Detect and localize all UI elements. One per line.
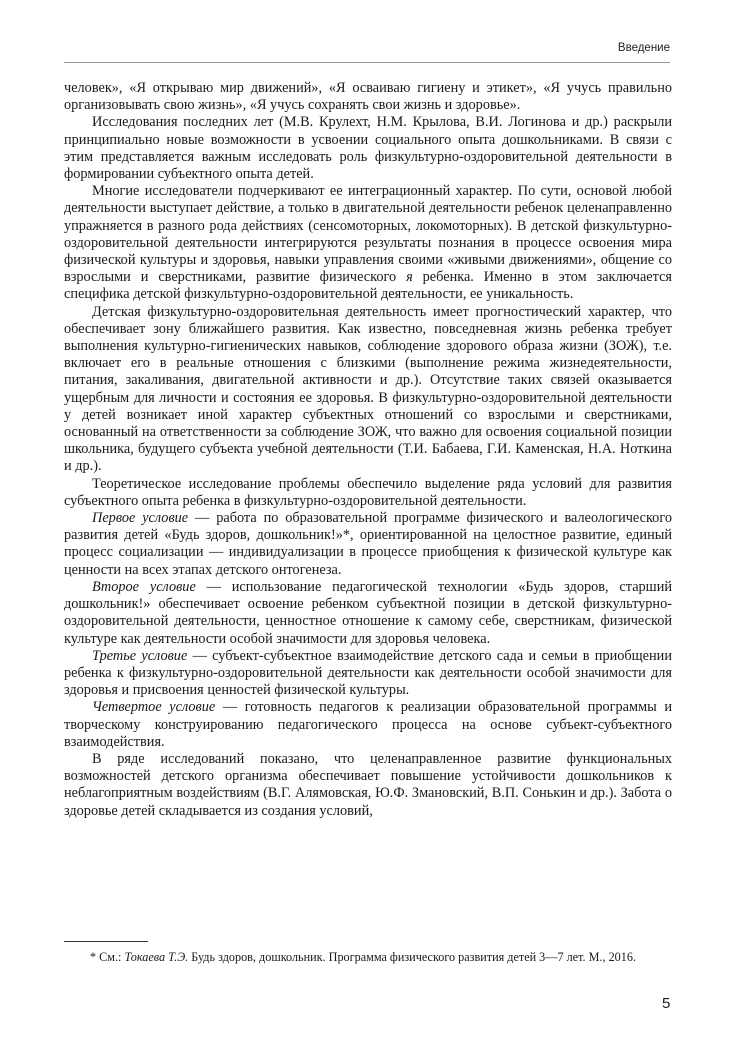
paragraph: Третье условие — субъект-субъектное взаимодействие детского сада и семьи в приобщении ребенка к физкультурно-оздоровительной деятельности как деятельности особой значимости для здоровья и присвоения ценностей физической культуры. bbox=[64, 647, 672, 699]
paragraph: Теоретическое исследование проблемы обеспечило выделение ряда условий для развития субъектного опыта ребенка в физкультурно-оздоровительной деятельности. bbox=[64, 475, 672, 509]
paragraph: Исследования последних лет (М.В. Крулехт, Н.М. Крылова, В.И. Логинова и др.) раскрыли принципиально новые возможности в усвоении социального опыта дошкольниками. В связи с этим представляется важным исследовать роль физкультурно-оздоровительной деятельности в формировании субъектного опыта детей. bbox=[64, 114, 672, 183]
italic-term: Второе условие bbox=[92, 578, 196, 595]
italic-term: Четвертое условие bbox=[92, 699, 216, 716]
page-number: 5 bbox=[662, 995, 671, 1012]
footnote-divider bbox=[64, 941, 148, 942]
main-text bbox=[64, 80, 672, 820]
footnote: * См.: Токаева Т.Э. Будь здоров, дошкольник. Программа физического развития детей 3—7 лет. М., 2016. bbox=[90, 950, 636, 964]
paragraph: Детская физкультурно-оздоровительная деятельность имеет прогностический характер, что обеспечивает зону ближайшего развития. Как известно, повседневная жизнь ребенка требует выполнения культурно-гигиенических навыков, соблюдение здорового образа жизни (ЗОЖ), т.е. включает его в реальные отношения с близкими (выполнение режима жизнедеятельности, питания, закаливания, двигательной активности и др.). Отсутствие таких связей оказывается ущербным для личности и состояния ее здоровья. В физкультурно-оздоровительной деятельности у детей возникает иной характер субъектных отношений со взрослыми и сверстниками, основанный на ответственности за соблюдение ЗОЖ, что важно для освоения социальной позиции школьника, будущего субъекта учебной деятельности (Т.И. Бабаева, Г.И. Каменская, Н.А. Ноткина и др.). bbox=[64, 303, 672, 475]
paragraph: Первое условие — работа по образовательной программе физического и валеологического развития детей «Будь здоров, дошкольник!»*, ориентированной на целостное развитие, единый процесс социализации — индивидуализации в процессе приобщения к физической культуре как ценности на всех этапах детского онтогенеза. bbox=[64, 510, 672, 578]
italic-term: Третье условие bbox=[92, 647, 188, 664]
paragraph: человек», «Я открываю мир движений», «Я осваиваю гигиену и этикет», «Я учусь правильно организовывать свою жизнь», «Я учусь сохранять свои жизнь и здоровье». bbox=[64, 80, 672, 114]
paragraph: В ряде исследований показано, что целенаправленное развитие функциональных возможностей детского организма обеспечивает повышение устойчивости дошкольников к неблагоприятным воздействиям (В.Г. Алямовская, Ю.Ф. Змановский, В.П. Сонькин и др.). Забота о здоровье детей складывается из создания условий, bbox=[64, 750, 672, 819]
paragraph: Многие исследователи подчеркивают ее интеграционный характер. По сути, основой любой деятельности выступает действие, а только в двигательной деятельности ребенок целенаправленно упражняется в разного рода действиях (сенсомоторных, локомоторных). В детской физкультурно-оздоровительной деятельности интегрируются результаты познания в процессе освоения мира физической культуры и здоровья, навыки управления своими «живыми движениями», общение со взрослыми и сверстниками, развитие физического я ребенка. Именно в этом заключается специфика детской физкультурно-оздоровительной деятельности, ее уникальность. bbox=[64, 183, 672, 303]
italic-term: я bbox=[406, 269, 413, 286]
running-header bbox=[64, 42, 670, 62]
paragraph: Четвертое условие — готовность педагогов к реализации образовательной программы и творческому конструированию педагогического процесса на основе субъект-субъектного взаимодействия. bbox=[64, 699, 672, 750]
italic-term: Первое условие bbox=[92, 510, 189, 527]
header-title: Введение bbox=[617, 42, 670, 54]
header-divider bbox=[64, 62, 670, 63]
footnote-author: Токаева Т.Э. bbox=[124, 950, 189, 964]
paragraph: Второе условие — использование педагогической технологии «Будь здоров, старший дошкольник!» обеспечивает освоение ребенком субъектной позиции в детской физкультурно-оздоровительной деятельности, ценностное отношение к самому себе, сверстникам, физической культуре как деятельности особой значимости для здоровья человека. bbox=[64, 578, 672, 647]
